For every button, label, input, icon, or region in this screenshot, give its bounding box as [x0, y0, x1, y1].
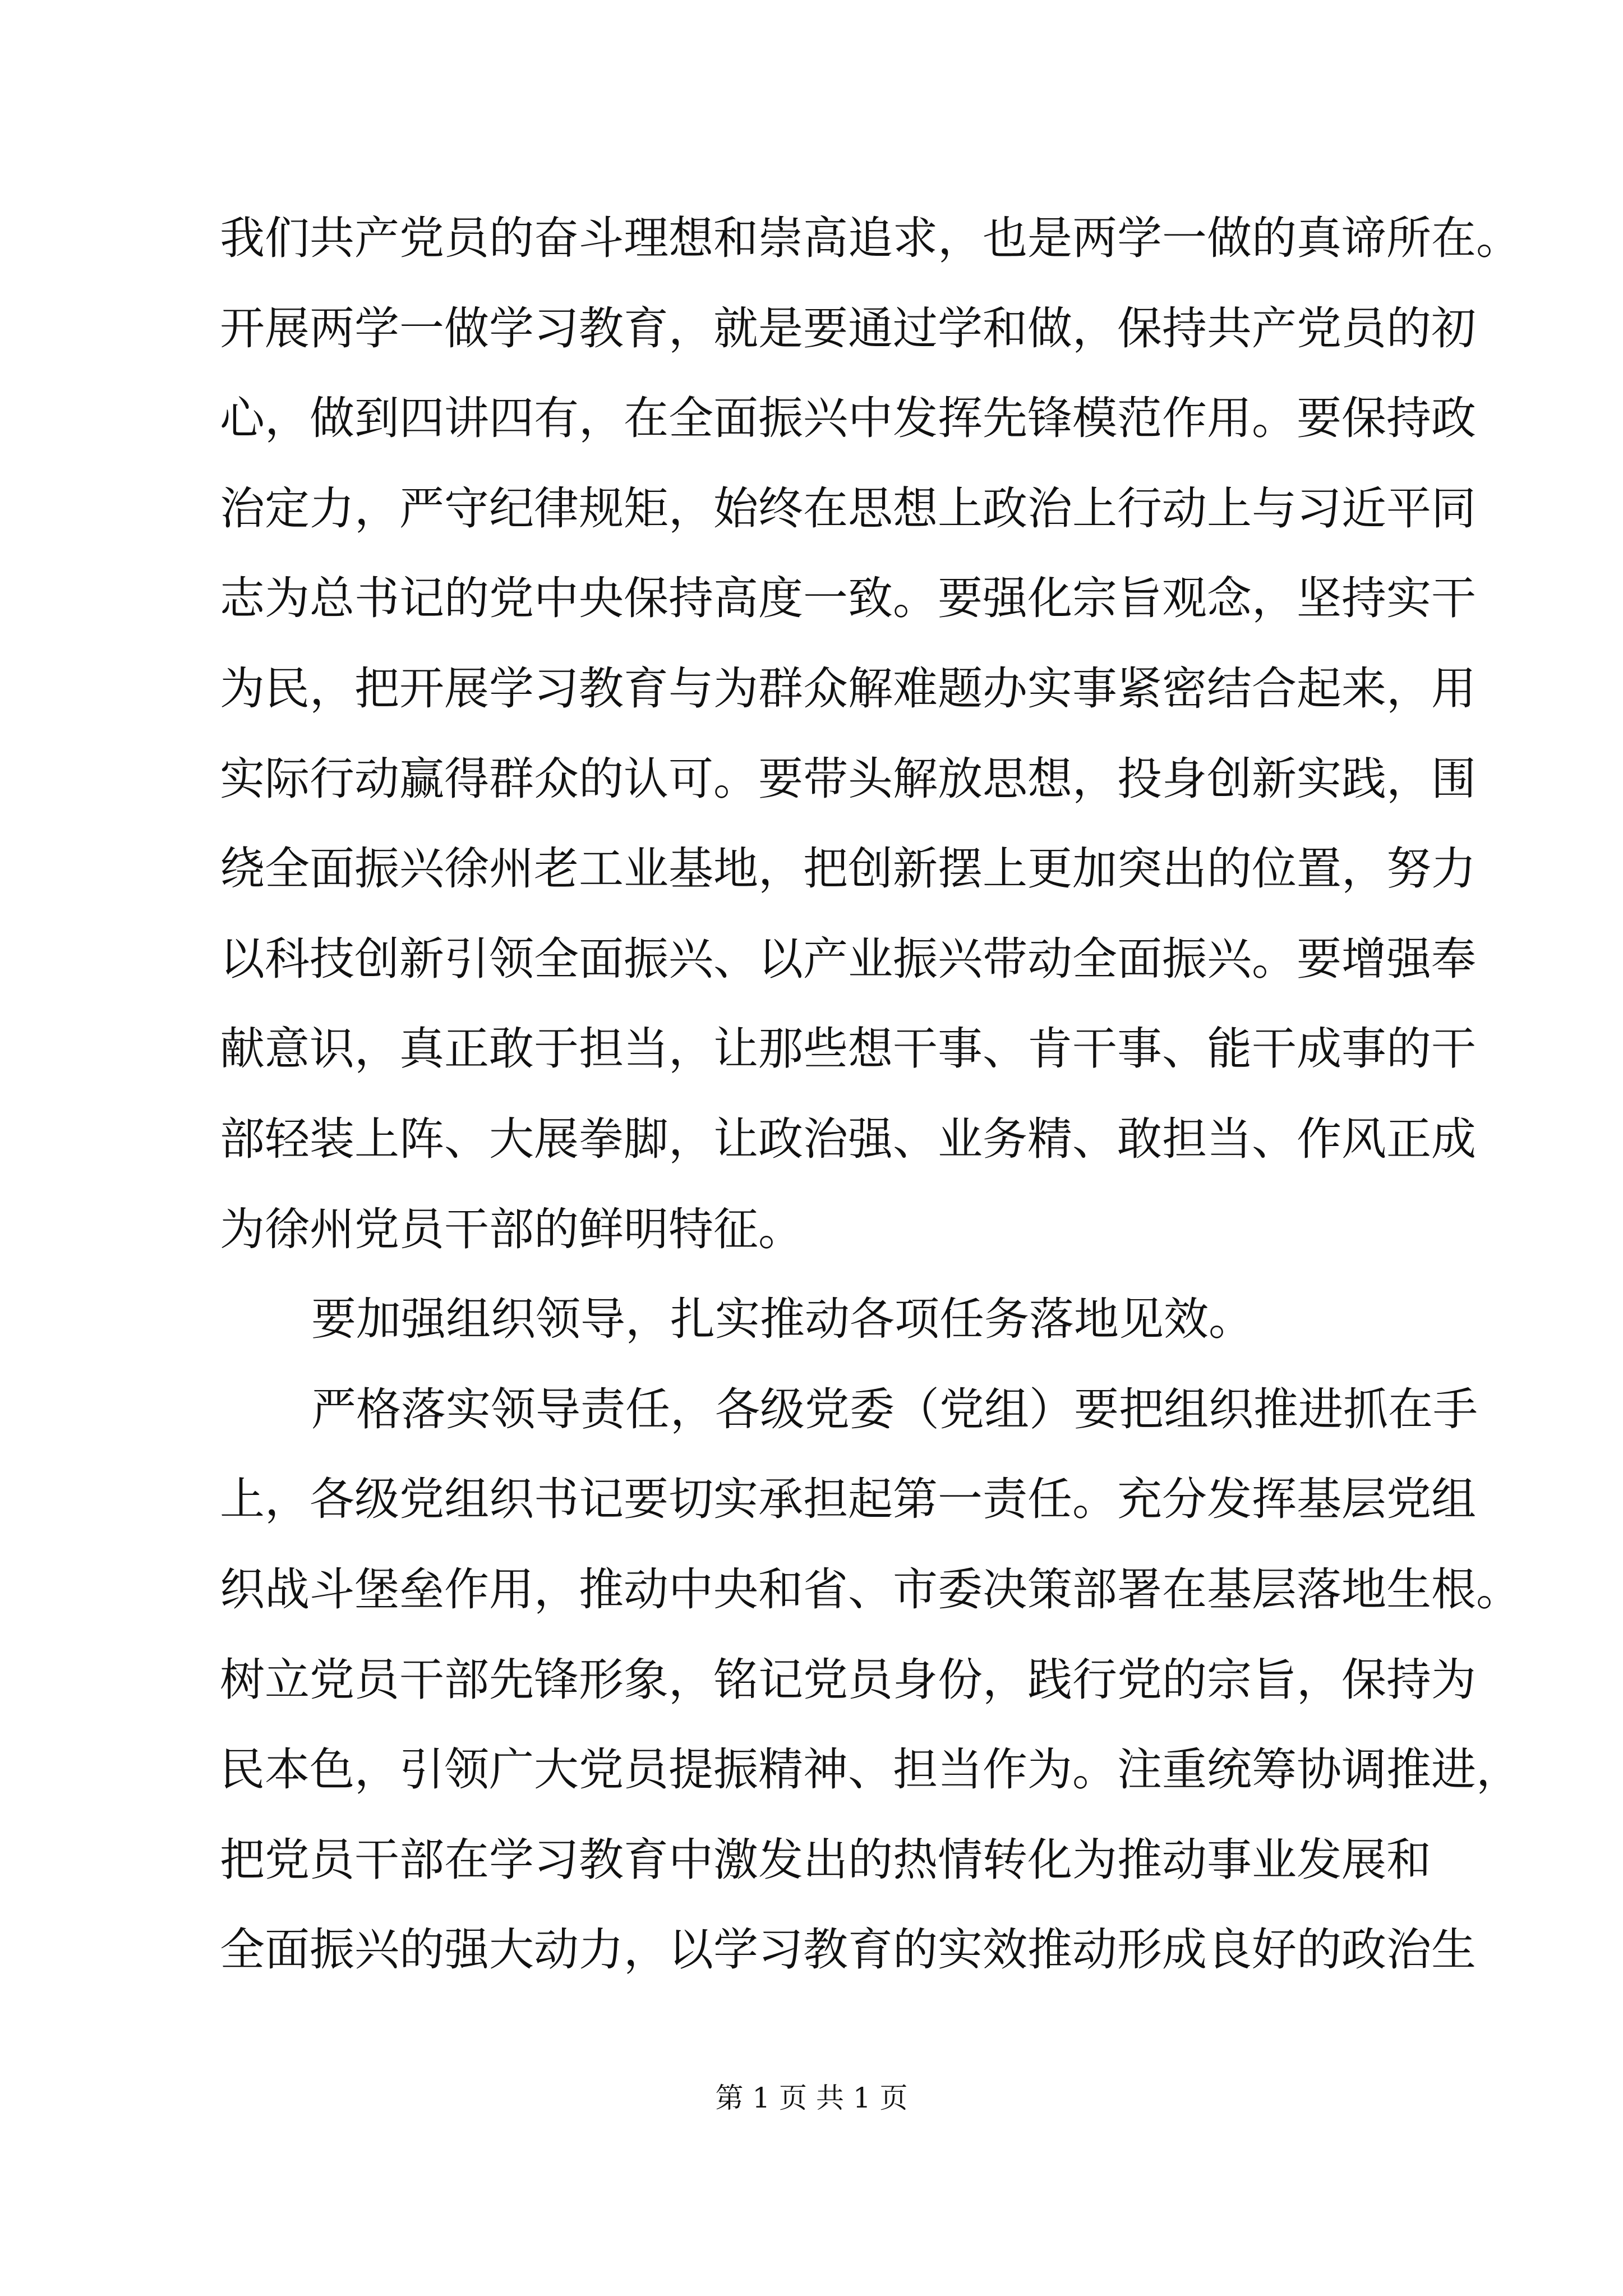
text-line: 我们共产党员的奋斗理想和崇高追求，也是两学一做的真谛所在。: [220, 212, 1521, 264]
text-line: 把党员干部在学习教育中激发出的热情转化为推动事业发展和: [220, 1833, 1431, 1886]
text-line: 全面振兴的强大动力，以学习教育的实效推动形成良好的政治生: [220, 1924, 1476, 1976]
text-line: 树立党员干部先锋形象，铭记党员身份，践行党的宗旨，保持为: [220, 1653, 1476, 1706]
page-footer: 第 1 页 共 1 页: [715, 2082, 908, 2114]
text-line: 为徐州党员干部的鲜明特征。: [220, 1203, 803, 1255]
text-line: 志为总书记的党中央保持高度一致。要强化宗旨观念，坚持实干: [220, 572, 1476, 625]
text-line: 献意识，真正敢于担当，让那些想干事、肯干事、能干成事的干: [220, 1023, 1476, 1075]
text-line: 心，做到四讲四有，在全面振兴中发挥先锋模范作用。要保持政: [220, 392, 1476, 445]
paragraph-heading-line: 要加强组织领导，扎实推动各项任务落地见效。: [311, 1293, 1253, 1346]
text-line: 治定力，严守纪律规矩，始终在思想上政治上行动上与习近平同: [220, 482, 1476, 535]
text-line: 严格落实领导责任，各级党委（党组）要把组织推进抓在手: [311, 1383, 1478, 1435]
text-line: 开展两学一做学习教育，就是要通过学和做，保持共产党员的初: [220, 302, 1476, 355]
text-line: 实际行动赢得群众的认可。要带头解放思想，投身创新实践，围: [220, 752, 1476, 805]
text-line: 民本色，引领广大党员提振精神、担当作为。注重统筹协调推进，: [220, 1743, 1521, 1796]
text-line: 以科技创新引领全面振兴、以产业振兴带动全面振兴。要增强奉: [220, 932, 1476, 985]
text-line: 部轻装上阵、大展拳脚，让政治强、业务精、敢担当、作风正成: [220, 1112, 1476, 1165]
text-line: 织战斗堡垒作用，推动中央和省、市委决策部署在基层落地生根。: [220, 1563, 1521, 1616]
document-body: [220, 194, 1521, 1995]
text-line: 绕全面振兴徐州老工业基地，把创新摆上更加突出的位置，努力: [220, 843, 1476, 895]
text-line: 为民，把开展学习教育与为群众解难题办实事紧密结合起来，用: [220, 662, 1476, 715]
text-line: 上，各级党组织书记要切实承担起第一责任。充分发挥基层党组: [220, 1473, 1476, 1526]
